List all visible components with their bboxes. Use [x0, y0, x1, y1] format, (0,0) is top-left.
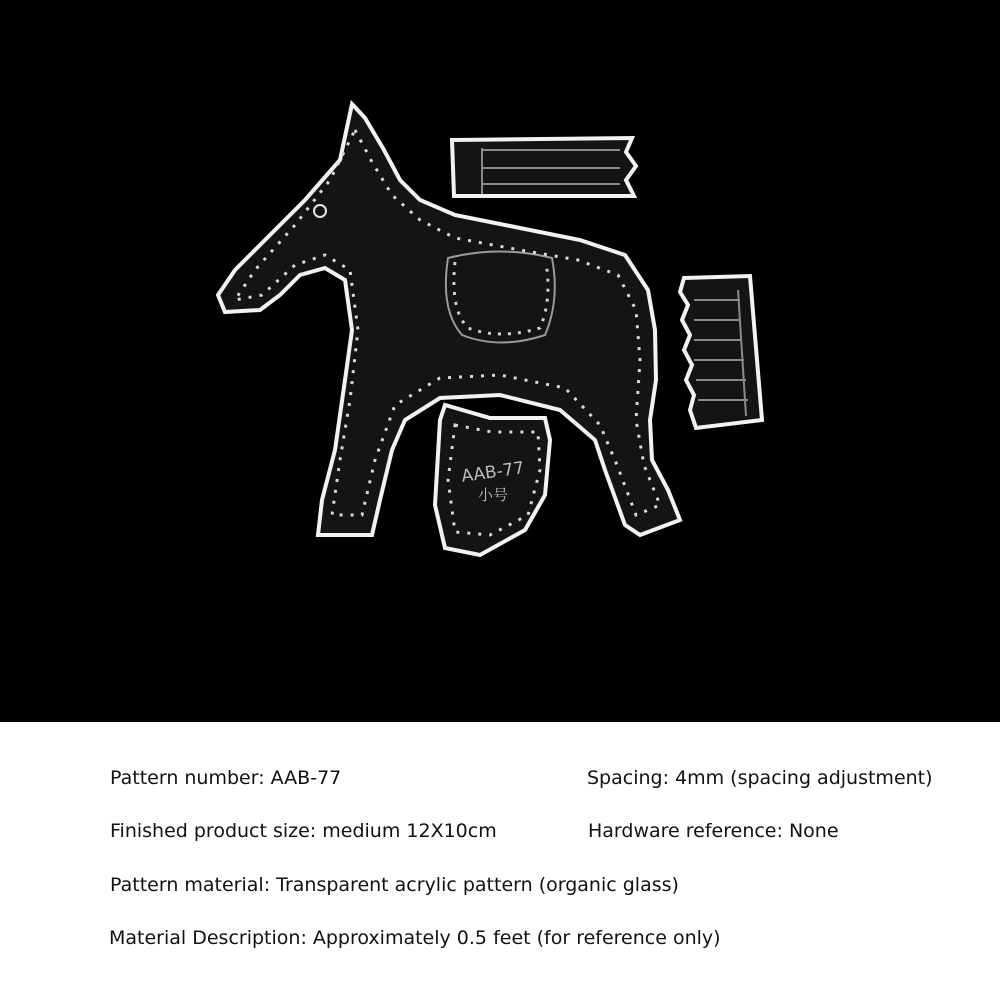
hardware-text: Hardware reference: None [588, 820, 839, 842]
spec-panel [0, 722, 1000, 1000]
spacing-text: Spacing: 4mm (spacing adjustment) [587, 767, 933, 789]
template-label-code: AAB-77 [460, 458, 526, 487]
finished-size-text: Finished product size: medium 12X10cm [110, 820, 497, 842]
mane-template [680, 276, 762, 428]
pattern-number-text: Pattern number: AAB-77 [110, 767, 342, 789]
template-label-size: 小号 [478, 486, 509, 504]
description-text: Material Description: Approximately 0.5 feet (for reference only) [109, 927, 721, 949]
material-text: Pattern material: Transparent acrylic pattern (organic glass) [110, 874, 679, 896]
